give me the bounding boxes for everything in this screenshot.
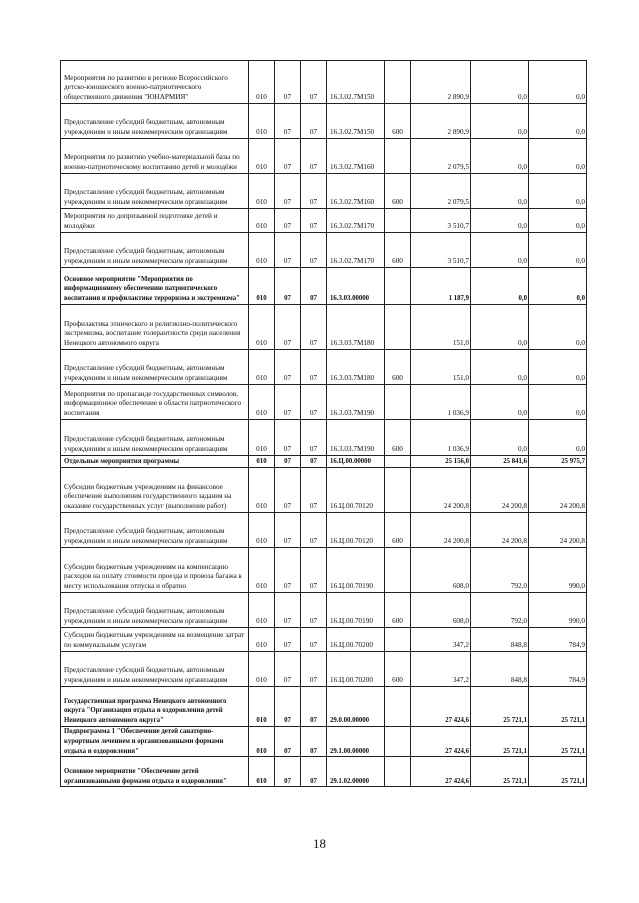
row-rz: 07 [275,628,301,652]
row-csr: 16.3.02.7М170 [327,209,385,233]
row-csr: 16.Ц.00.70190 [327,548,385,593]
row-pr: 07 [301,628,327,652]
row-amount-1: 24 200,8 [411,468,471,513]
row-ved: 010 [249,61,275,104]
row-csr: 16.Ц.00.00000 [327,456,385,468]
row-rz: 07 [275,350,301,385]
row-rz: 07 [275,468,301,513]
row-amount-1: 347,2 [411,652,471,687]
row-ved: 010 [249,593,275,628]
table-row [61,687,587,727]
table-row [61,268,587,305]
row-pr: 07 [301,104,327,139]
row-csr: 16.Ц.00.70200 [327,652,385,687]
row-amount-3: 0,0 [529,139,587,174]
row-rz: 07 [275,61,301,104]
row-ved: 010 [249,513,275,548]
row-ved: 010 [249,233,275,268]
row-name: Отдельные мероприятия программы [61,456,249,468]
table-body [61,61,587,787]
row-amount-1: 24 200,8 [411,513,471,548]
row-name: Основное мероприятие "Мероприятия по информационному обеспечению патриотического воспитания и профилактике терроризма и экстремизма" [61,268,249,305]
row-vr: 600 [385,350,411,385]
row-amount-1: 3 510,7 [411,209,471,233]
row-amount-1: 2 890,9 [411,104,471,139]
row-amount-2: 0,0 [471,268,529,305]
row-amount-3: 990,0 [529,593,587,628]
row-vr [385,139,411,174]
row-rz: 07 [275,139,301,174]
row-rz: 07 [275,305,301,350]
table-row [61,757,587,787]
row-amount-3: 990,0 [529,548,587,593]
table-row [61,385,587,420]
row-pr: 07 [301,268,327,305]
row-csr: 29.0.00.00000 [327,687,385,727]
row-csr: 16.3.03.7М180 [327,350,385,385]
row-ved: 010 [249,104,275,139]
row-amount-1: 2 890,9 [411,61,471,104]
row-name: Предоставление субсидий бюджетным, автономным учреждениям и иным некоммерческим организациям [61,233,249,268]
row-vr: 600 [385,174,411,209]
row-ved: 010 [249,727,275,757]
row-amount-2: 0,0 [471,350,529,385]
row-ved: 010 [249,268,275,305]
row-rz: 07 [275,513,301,548]
row-name: Мероприятия по развитию учебно-материальной базы по военно-патриотическому воспитанию детей и молодёжи [61,139,249,174]
row-amount-3: 0,0 [529,350,587,385]
row-amount-2: 0,0 [471,420,529,456]
row-pr: 07 [301,385,327,420]
row-ved: 010 [249,305,275,350]
row-amount-1: 151,0 [411,350,471,385]
row-amount-1: 25 156,0 [411,456,471,468]
table-row [61,174,587,209]
row-name: Субсидии бюджетным учреждениям на компенсацию расходов на оплату стоимости проезда и провоза багажа к месту использования отпуска и обратно [61,548,249,593]
row-amount-3: 0,0 [529,420,587,456]
row-rz: 07 [275,104,301,139]
row-ved: 010 [249,139,275,174]
table-row [61,513,587,548]
row-amount-3: 24 200,8 [529,513,587,548]
row-pr: 07 [301,61,327,104]
row-vr [385,757,411,787]
row-ved: 010 [249,350,275,385]
row-vr [385,628,411,652]
row-rz: 07 [275,757,301,787]
row-name: Подпрограмма 1 "Обеспечение детей санаторно-курортным лечением и организованными формами отдыха и оздоровления" [61,727,249,757]
row-ved: 010 [249,456,275,468]
row-vr: 600 [385,233,411,268]
table-row [61,456,587,468]
row-rz: 07 [275,268,301,305]
row-pr: 07 [301,548,327,593]
row-csr: 16.3.02.7М170 [327,233,385,268]
row-amount-2: 0,0 [471,139,529,174]
row-ved: 010 [249,548,275,593]
row-amount-2: 24 200,8 [471,468,529,513]
row-csr: 16.3.02.7М150 [327,104,385,139]
row-pr: 07 [301,727,327,757]
row-name: Мероприятия по развитию в регионе Всероссийского детско-юношеского военно-патриотического общественного движения "ЮНАРМИЯ" [61,61,249,104]
row-csr: 16.3.03.7М190 [327,420,385,456]
row-pr: 07 [301,233,327,268]
table-row [61,350,587,385]
row-rz: 07 [275,687,301,727]
row-amount-1: 3 510,7 [411,233,471,268]
row-amount-1: 27 424,6 [411,757,471,787]
row-amount-3: 0,0 [529,104,587,139]
row-name: Профилактика этнического и религиозно-политического экстремизма, воспитание толерантности среди населения Ненецкого автономного округа [61,305,249,350]
row-vr [385,687,411,727]
row-amount-2: 848,8 [471,652,529,687]
row-pr: 07 [301,513,327,548]
row-vr [385,61,411,104]
row-name: Предоставление субсидий бюджетным, автономным учреждениям и иным некоммерческим организациям [61,420,249,456]
table-row [61,209,587,233]
row-amount-2: 25 721,1 [471,757,529,787]
row-name: Предоставление субсидий бюджетным, автономным учреждениям и иным некоммерческим организациям [61,104,249,139]
row-rz: 07 [275,652,301,687]
row-pr: 07 [301,456,327,468]
row-rz: 07 [275,420,301,456]
row-amount-2: 24 200,8 [471,513,529,548]
row-csr: 29.1.02.00000 [327,757,385,787]
row-amount-1: 1 036,9 [411,385,471,420]
row-amount-3: 0,0 [529,233,587,268]
row-ved: 010 [249,385,275,420]
row-vr [385,727,411,757]
row-vr: 600 [385,513,411,548]
row-pr: 07 [301,305,327,350]
table-row [61,305,587,350]
row-amount-3: 24 200,8 [529,468,587,513]
row-ved: 010 [249,652,275,687]
row-vr: 600 [385,420,411,456]
budget-table [60,60,587,787]
row-amount-1: 1 036,9 [411,420,471,456]
row-amount-1: 608,0 [411,593,471,628]
row-amount-3: 25 975,7 [529,456,587,468]
row-csr: 16.3.03.7М190 [327,385,385,420]
table-row [61,593,587,628]
row-amount-2: 0,0 [471,104,529,139]
row-pr: 07 [301,593,327,628]
row-ved: 010 [249,757,275,787]
row-csr: 16.Ц.00.70190 [327,593,385,628]
row-vr [385,209,411,233]
row-pr: 07 [301,209,327,233]
row-amount-3: 784,9 [529,628,587,652]
row-name: Предоставление субсидий бюджетным, автономным учреждениям и иным некоммерческим организациям [61,652,249,687]
row-amount-2: 0,0 [471,174,529,209]
row-rz: 07 [275,385,301,420]
row-amount-2: 25 721,1 [471,727,529,757]
table-row [61,727,587,757]
row-amount-2: 25 841,6 [471,456,529,468]
row-csr: 16.Ц.00.70120 [327,468,385,513]
row-vr [385,385,411,420]
row-amount-3: 25 721,1 [529,727,587,757]
row-pr: 07 [301,350,327,385]
row-name: Субсидии бюджетным учреждениям на финансовое обеспечение выполнения государственного задания на оказание государственных услуг (выполнение работ) [61,468,249,513]
row-amount-1: 27 424,6 [411,687,471,727]
row-name: Мероприятия по пропаганде государственных символов, информационное обеспечение в области патриотического воспитания [61,385,249,420]
row-vr [385,268,411,305]
row-csr: 16.3.03.00000 [327,268,385,305]
row-csr: 16.3.02.7М150 [327,61,385,104]
row-rz: 07 [275,174,301,209]
row-amount-1: 151,0 [411,305,471,350]
row-csr: 16.3.03.7М180 [327,305,385,350]
row-ved: 010 [249,468,275,513]
row-pr: 07 [301,652,327,687]
row-rz: 07 [275,233,301,268]
row-rz: 07 [275,727,301,757]
row-csr: 29.1.00.00000 [327,727,385,757]
row-vr [385,305,411,350]
row-amount-3: 0,0 [529,61,587,104]
row-amount-3: 25 721,1 [529,757,587,787]
row-name: Предоставление субсидий бюджетным, автономным учреждениям и иным некоммерческим организациям [61,350,249,385]
row-amount-2: 0,0 [471,385,529,420]
row-amount-2: 792,0 [471,593,529,628]
row-csr: 16.3.02.7М160 [327,139,385,174]
table-row [61,468,587,513]
row-amount-1: 2 079,5 [411,174,471,209]
row-amount-2: 0,0 [471,209,529,233]
table-row [61,548,587,593]
row-amount-3: 0,0 [529,305,587,350]
row-vr [385,456,411,468]
row-amount-2: 0,0 [471,61,529,104]
table-row [61,104,587,139]
row-vr: 600 [385,593,411,628]
row-amount-2: 848,8 [471,628,529,652]
row-amount-1: 2 079,5 [411,139,471,174]
row-ved: 010 [249,174,275,209]
row-pr: 07 [301,139,327,174]
row-amount-2: 25 721,1 [471,687,529,727]
row-ved: 010 [249,628,275,652]
row-rz: 07 [275,209,301,233]
table-row [61,233,587,268]
table-row [61,61,587,104]
row-pr: 07 [301,687,327,727]
row-amount-3: 0,0 [529,209,587,233]
row-amount-1: 27 424,6 [411,727,471,757]
row-amount-2: 0,0 [471,233,529,268]
row-vr [385,468,411,513]
table-row [61,420,587,456]
row-name: Предоставление субсидий бюджетным, автономным учреждениям и иным некоммерческим организациям [61,174,249,209]
row-csr: 16.3.02.7М160 [327,174,385,209]
row-amount-1: 1 187,9 [411,268,471,305]
row-name: Государственная программа Ненецкого автономного округа "Организация отдыха и оздоровления детей Ненецкого автономного округа" [61,687,249,727]
row-amount-3: 784,9 [529,652,587,687]
row-pr: 07 [301,468,327,513]
row-csr: 16.Ц.00.70200 [327,628,385,652]
row-amount-2: 792,0 [471,548,529,593]
table-row [61,628,587,652]
row-rz: 07 [275,456,301,468]
row-amount-3: 0,0 [529,174,587,209]
row-amount-2: 0,0 [471,305,529,350]
row-amount-3: 25 721,1 [529,687,587,727]
row-vr [385,548,411,593]
row-name: Предоставление субсидий бюджетным, автономным учреждениям и иным некоммерческим организациям [61,513,249,548]
row-ved: 010 [249,209,275,233]
row-csr: 16.Ц.00.70120 [327,513,385,548]
row-name: Субсидии бюджетным учреждениям на возмещение затрат по коммунальным услугам [61,628,249,652]
row-amount-3: 0,0 [529,385,587,420]
row-vr: 600 [385,104,411,139]
row-rz: 07 [275,593,301,628]
row-amount-1: 347,2 [411,628,471,652]
row-name: Основное мероприятие "Обеспечение детей организованными формами отдыха и оздоровления" [61,757,249,787]
row-amount-1: 608,0 [411,548,471,593]
row-ved: 010 [249,687,275,727]
row-pr: 07 [301,420,327,456]
page-number: 18 [313,836,326,851]
row-rz: 07 [275,548,301,593]
row-amount-3: 0,0 [529,268,587,305]
row-pr: 07 [301,757,327,787]
table-row [61,139,587,174]
row-pr: 07 [301,174,327,209]
row-name: Предоставление субсидий бюджетным, автономным учреждениям и иным некоммерческим организациям [61,593,249,628]
row-name: Мероприятия по допризывной подготовке детей и молодёжи [61,209,249,233]
table-row [61,652,587,687]
row-ved: 010 [249,420,275,456]
row-vr: 600 [385,652,411,687]
